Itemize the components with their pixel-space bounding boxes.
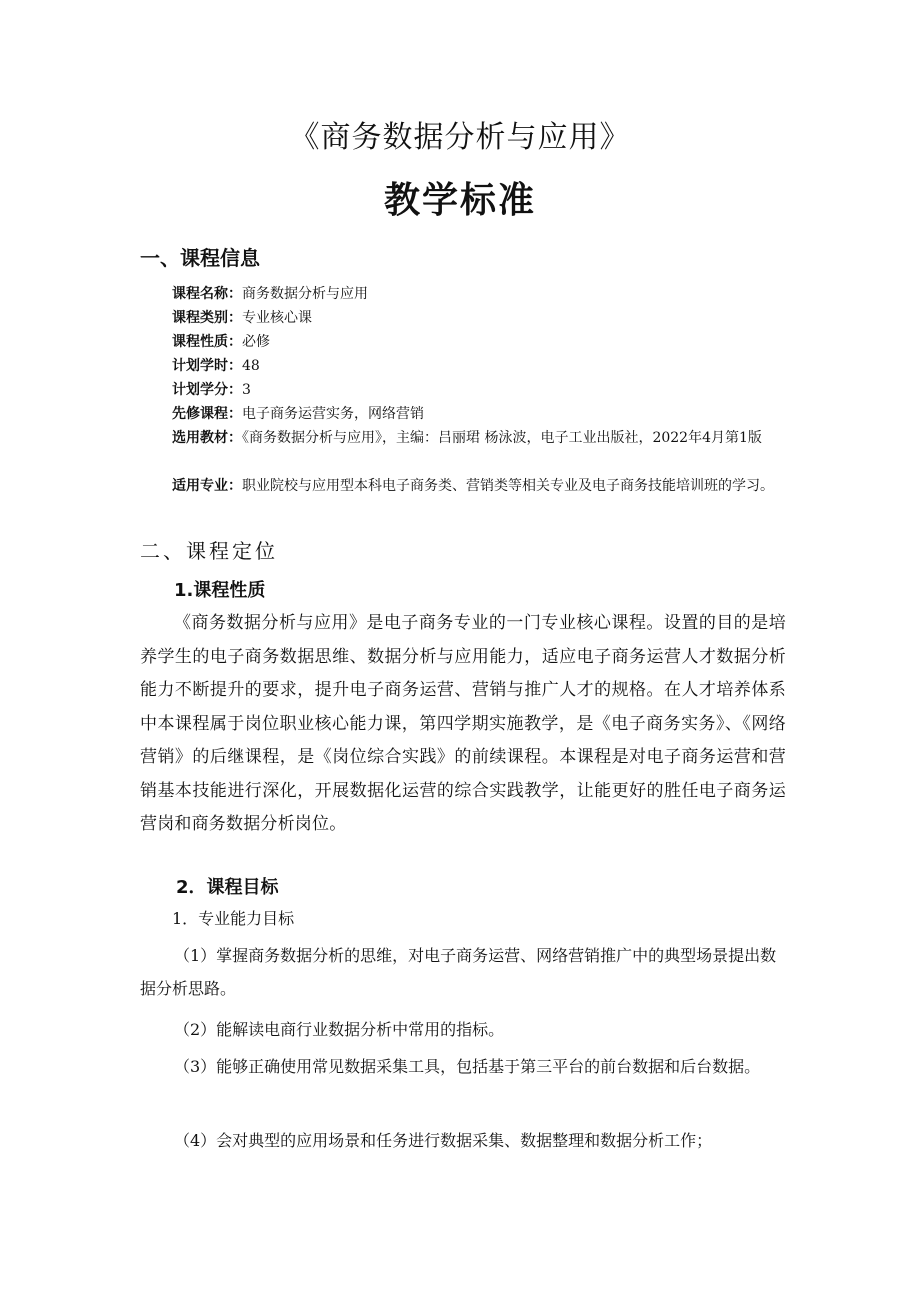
goal-item: （3）能够正确使用常见数据采集工具，包括基于第三平台的前台数据和后台数据。 (174, 1057, 761, 1076)
section-heading-course-position: 二、课程定位 (140, 539, 278, 563)
info-row-credits (172, 378, 792, 402)
info-value: 职业院校与应用型本科电子商务类、营销类等相关专业及电子商务技能培训班的学习。 (242, 478, 774, 494)
info-row-course-name (172, 282, 792, 306)
info-label: 课程性质： (172, 334, 242, 350)
info-row-applicable-major (140, 474, 790, 498)
info-label: 计划学分： (172, 382, 242, 398)
info-value: 3 (242, 382, 251, 398)
goal-item: （4）会对典型的应用场景和任务进行数据采集、数据整理和数据分析工作； (174, 1131, 713, 1150)
goal-item: （1）掌握商务数据分析的思维，对电子商务运营、网络营销推广中的典型场景提出数据分析思路。 (140, 946, 777, 998)
info-row-course-nature (172, 330, 792, 354)
info-row-hours (172, 354, 792, 378)
info-value: 48 (242, 358, 260, 374)
info-row-course-category (172, 306, 792, 330)
info-value: 必修 (242, 334, 270, 350)
info-label: 适用专业： (172, 478, 242, 494)
info-row-prerequisites (172, 402, 792, 426)
info-row-textbook (140, 426, 790, 450)
subsection-heading-course-nature: 1.课程性质 (174, 580, 266, 601)
info-label: 课程名称： (172, 286, 242, 302)
info-label: 课程类别： (172, 310, 242, 326)
goal-item: （2）能解读电商行业数据分析中常用的指标。 (174, 1020, 505, 1039)
info-value: 专业核心课 (242, 310, 312, 326)
course-nature-paragraph: 《商务数据分析与应用》是电子商务专业的一门专业核心课程。设置的目的是培养学生的电子商务数据思维、数据分析与应用能力，适应电子商务运营人才数据分析能力不断提升的要求，提升电子商务运营、营销与推广人才的规格。在人才培养体系中本课程属于岗位职业核心能力课，第四学期实施教学，是《电子商务实务》、《网络营销》的后继课程，是《岗位综合实践》的前续课程。本课程是对电子商务运营和营销基本技能进行深化，开展数据化运营的综合实践教学，让能更好的胜任电子商务运营岗和商务数据分析岗位。 (140, 613, 786, 834)
section-heading-course-info: 一、课程信息 (140, 246, 260, 270)
info-value: 电子商务运营实务，网络营销 (242, 406, 424, 422)
document-title: 《商务数据分析与应用》 (289, 120, 631, 155)
info-label: 选用教材： (172, 430, 242, 446)
goal-category-heading: 1．专业能力目标 (172, 909, 295, 928)
info-value: 商务数据分析与应用 (242, 286, 368, 302)
info-label: 先修课程： (172, 406, 242, 422)
info-value: 《商务数据分析与应用》，主编：吕丽珺 杨泳波，电子工业出版社，2022年4月第1版 (242, 430, 762, 446)
info-label: 计划学时： (172, 358, 242, 374)
document-subtitle: 教学标准 (383, 180, 536, 221)
subsection-heading-course-goals: 2．课程目标 (176, 877, 279, 898)
